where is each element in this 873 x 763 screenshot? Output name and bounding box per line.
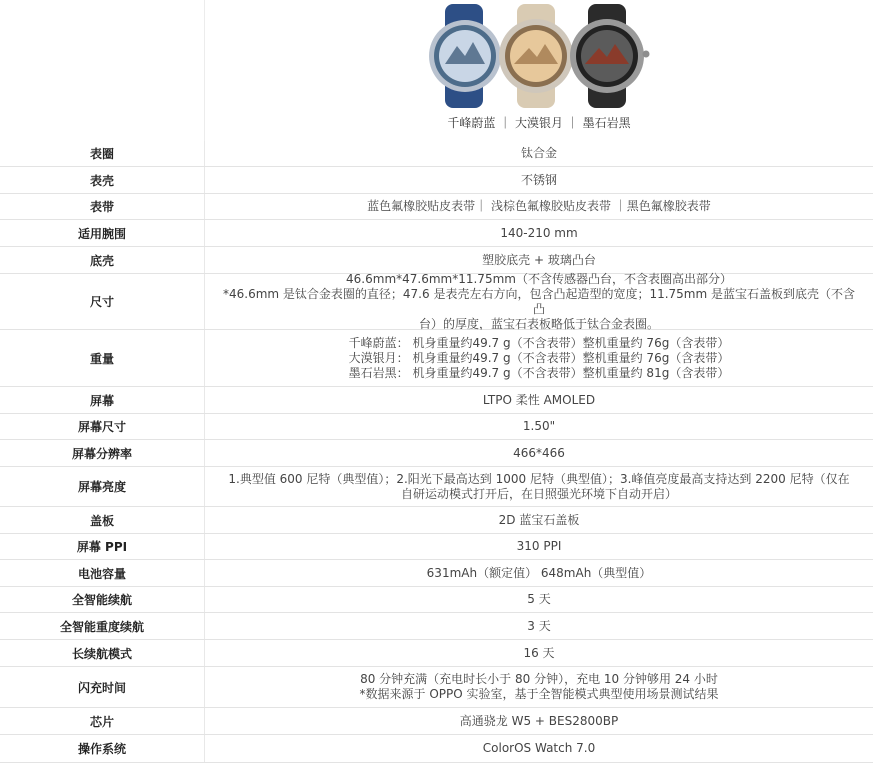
spec-value-line: LTPO 柔性 AMOLED — [482, 392, 596, 407]
spec-row — [0, 271, 873, 331]
spec-value — [205, 640, 873, 666]
spec-value-line: 5 天 — [527, 592, 551, 606]
watch-blue — [429, 4, 507, 108]
spec-row — [0, 534, 873, 560]
spec-value — [205, 220, 873, 246]
spec-row — [0, 387, 873, 414]
spec-value — [205, 587, 873, 612]
spec-row — [0, 507, 873, 534]
spec-row — [0, 613, 873, 640]
spec-value — [205, 141, 873, 166]
spec-value — [205, 534, 873, 559]
spec-row — [0, 330, 873, 387]
spec-value — [205, 708, 873, 734]
spec-value-line: 自研运动模式打开后，在日照强光环境下自动开启） — [400, 486, 677, 501]
spec-row — [0, 167, 873, 194]
spec-row — [0, 247, 873, 274]
spec-value — [205, 387, 873, 413]
product-hero — [0, 0, 873, 142]
spec-value — [205, 440, 873, 466]
spec-label: 适用腕围 — [0, 220, 205, 246]
spec-value-line: 不锈钢 — [520, 172, 557, 187]
spec-row — [0, 667, 873, 708]
spec-value-line: 2D 蓝宝石盖板 — [498, 512, 580, 527]
spec-value-line: 1.50" — [522, 419, 556, 433]
spec-value — [205, 507, 873, 533]
spec-value-line: 310 PPI — [516, 539, 562, 553]
spec-label: 屏幕亮度 — [0, 467, 205, 506]
spec-row — [0, 414, 873, 440]
spec-label: 尺寸 — [0, 274, 205, 329]
spec-value-line: 140-210 mm — [500, 225, 578, 240]
spec-value-line: 631mAh（额定值） 648mAh（典型值） — [426, 565, 652, 580]
spec-value-line: 塑胶底壳 + 玻璃凸台 — [482, 252, 596, 267]
color-options: 千峰蔚蓝 ｜ 大漠银月 ｜ 墨石岩黑 — [447, 116, 631, 130]
spec-label: 屏幕 — [0, 387, 205, 413]
spec-value — [205, 271, 873, 331]
spec-row — [0, 220, 873, 247]
spec-label: 底壳 — [0, 247, 205, 273]
spec-row — [0, 141, 873, 167]
spec-value — [205, 167, 873, 193]
spec-value-line: 台）的厚度，蓝宝石表板略低于钛合金表圈。 — [418, 316, 659, 331]
spec-label: 表带 — [0, 194, 205, 219]
spec-row — [0, 560, 873, 587]
spec-value — [205, 194, 873, 219]
spec-value-line: *数据来源于 OPPO 实验室，基于全智能模式典型使用场景测试结果 — [359, 687, 719, 701]
spec-value-line: ColorOS Watch 7.0 — [482, 741, 596, 755]
spec-value-line: 3 天 — [527, 618, 551, 633]
spec-value-line: 1.典型值 600 尼特（典型值）；2.阳光下最高达到 1000 尼特（典型值）；3.峰值亮度最高支持达到 2200 尼特（仅在 — [228, 471, 850, 486]
spec-label: 长续航模式 — [0, 640, 205, 666]
spec-value-line: 大漠银月： 机身重量约49.7 g（不含表带）整机重量约 76g（含表带） — [348, 350, 730, 365]
spec-label: 表壳 — [0, 167, 205, 193]
spec-value — [205, 247, 873, 273]
watch-silver — [499, 4, 579, 108]
spec-row — [0, 194, 873, 220]
spec-row — [0, 467, 873, 507]
spec-value-line: 千峰蔚蓝： 机身重量约49.7 g（不含表带）整机重量约 76g（含表带） — [348, 335, 730, 350]
spec-row — [0, 735, 873, 763]
spec-value — [205, 560, 873, 586]
spec-value-line: *46.6mm 是钛合金表圈的直径；47.6 是表壳左右方向，包含凸起造型的宽度；11.75mm 是蓝宝石盖板到底壳（不含凸 — [223, 286, 855, 316]
spec-label: 表圈 — [0, 141, 205, 166]
spec-label: 电池容量 — [0, 560, 205, 586]
spec-row — [0, 440, 873, 467]
watch-black — [570, 4, 650, 108]
spec-row — [0, 640, 873, 667]
spec-value — [205, 613, 873, 639]
spec-value-line: 钛合金 — [520, 146, 557, 160]
spec-value-line: 80 分钟充满（充电时长小于 80 分钟），充电 10 分钟够用 24 小时 — [360, 672, 718, 686]
spec-label: 盖板 — [0, 507, 205, 533]
watch-product-image — [425, 4, 650, 108]
spec-value-line: 46.6mm*47.6mm*11.75mm（不含传感器凸台，不含表圈高出部分） — [346, 271, 732, 286]
spec-value-line: 16 天 — [523, 645, 555, 660]
spec-row — [0, 587, 873, 613]
spec-value-line: 高通骁龙 W5 + BES2800BP — [459, 713, 619, 728]
spec-value — [205, 667, 873, 707]
spec-label: 重量 — [0, 330, 205, 386]
spec-value-line: 蓝色氟橡胶贴皮表带｜ 浅棕色氟橡胶贴皮表带 ｜黑色氟橡胶表带 — [367, 199, 711, 213]
spec-row — [0, 708, 873, 735]
spec-value — [205, 414, 873, 439]
spec-label: 闪充时间 — [0, 667, 205, 707]
spec-label: 操作系统 — [0, 735, 205, 762]
spec-label: 全智能续航 — [0, 587, 205, 612]
spec-label: 屏幕 PPI — [0, 534, 205, 559]
spec-label: 芯片 — [0, 708, 205, 734]
spec-value — [205, 467, 873, 506]
spec-value-line: 墨石岩黑： 机身重量约49.7 g（不含表带）整机重量约 81g（含表带） — [348, 365, 730, 380]
spec-value — [205, 330, 873, 386]
spec-label: 全智能重度续航 — [0, 613, 205, 639]
spec-label: 屏幕分辨率 — [0, 440, 205, 466]
spec-value-line: 466*466 — [513, 445, 565, 460]
spec-value — [205, 735, 873, 762]
spec-label: 屏幕尺寸 — [0, 414, 205, 439]
